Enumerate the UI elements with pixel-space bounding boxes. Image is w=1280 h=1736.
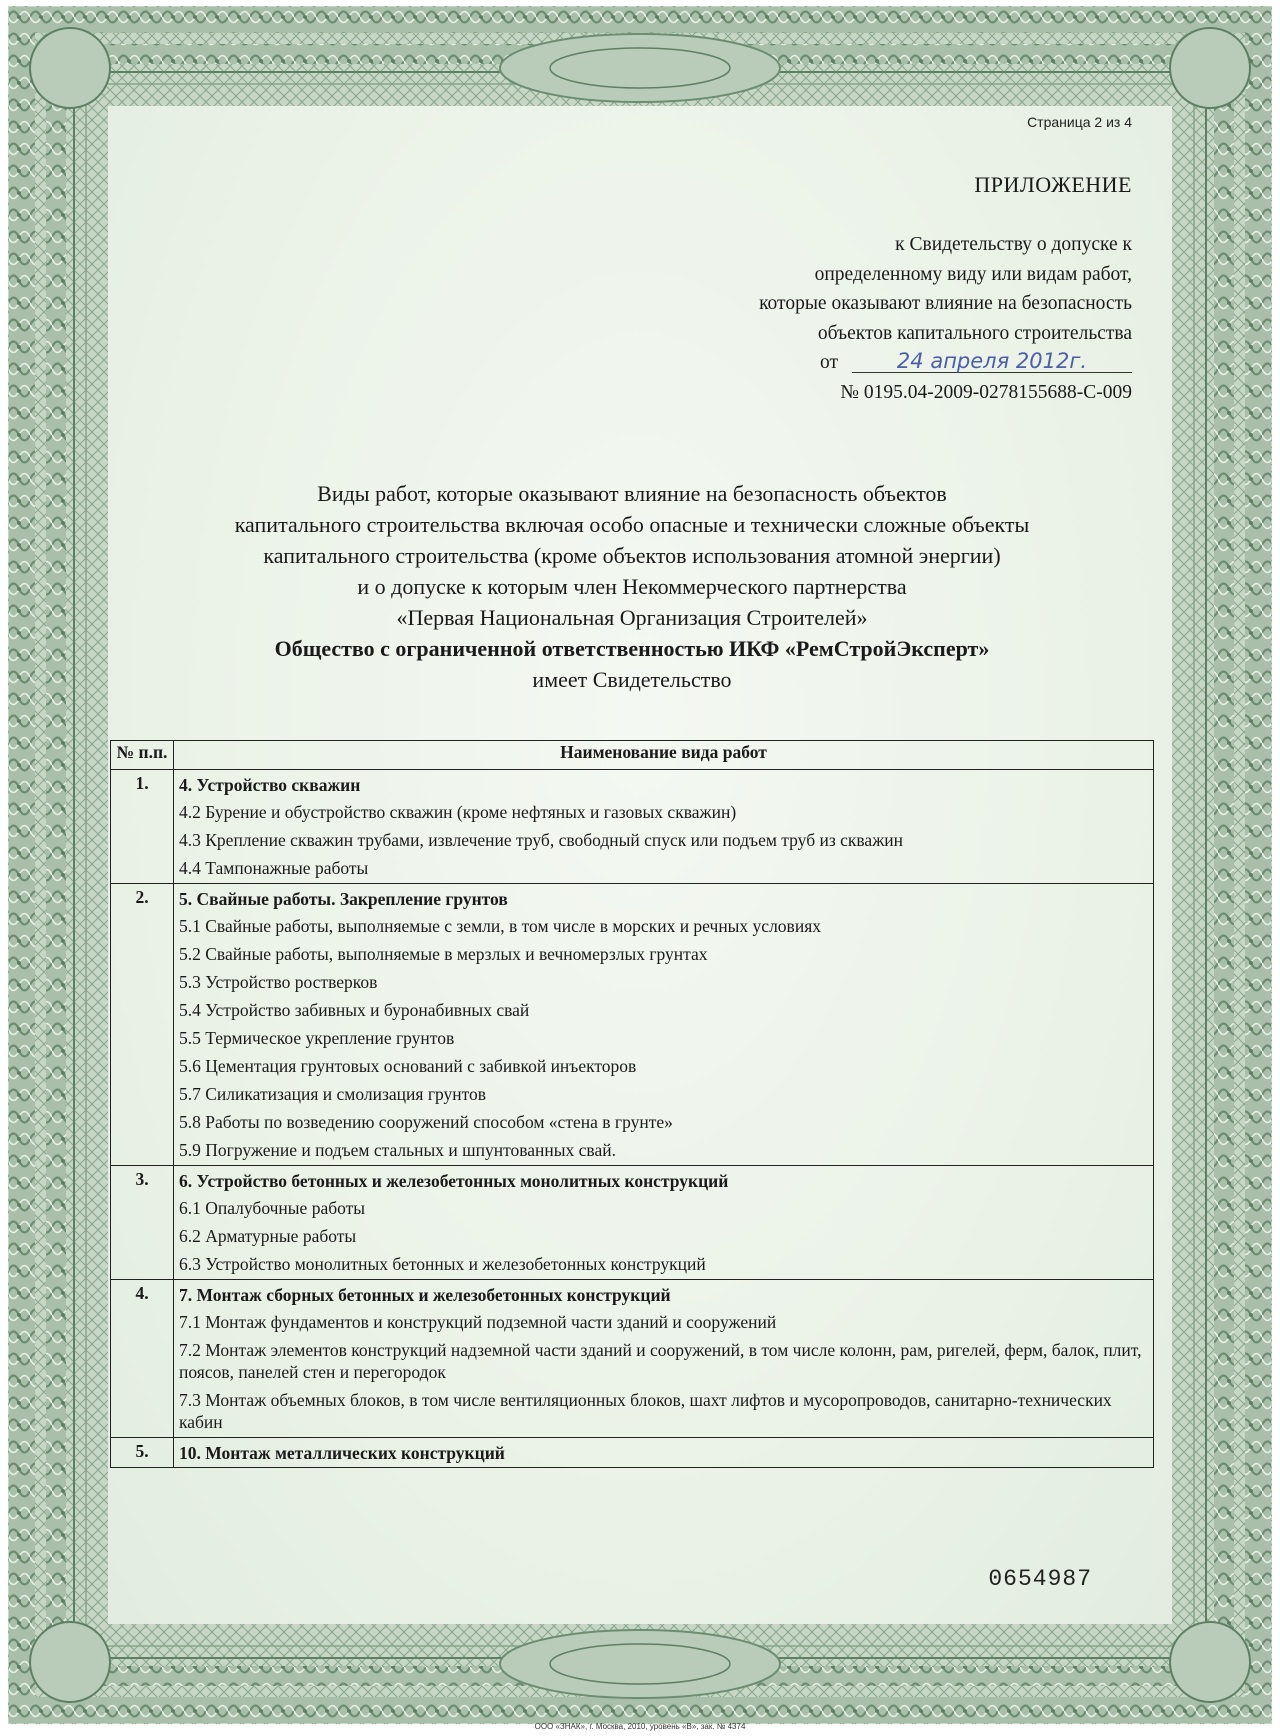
certificate-number: № 0195.04-2009-0278155688-С-009 [840,381,1132,403]
handwritten-date: 24 апреля 2012г. [852,350,1132,373]
reference-line: объектов капитального строительства [817,322,1132,344]
work-type-cell [174,1280,1154,1438]
table-row [111,1166,1154,1280]
work-item: 7.1 Монтаж фундаментов и конструкций подземной части зданий и сооружений [179,1312,777,1332]
work-type-cell [174,884,1154,1166]
document-heading [100,478,1164,695]
work-item: 6.1 Опалубочные работы [179,1198,366,1218]
table-row [111,884,1154,1166]
work-item: 7.2 Монтаж элементов конструкций надземной части зданий и сооружений, в том числе колонн, рам, ригелей, ферм, балок, плит, поясов, панелей стен и перегородок [179,1340,1142,1382]
reference-line: которые оказывают влияние на безопасность [759,293,1132,314]
column-header-name: Наименование вида работ [174,741,1154,770]
heading-line: и о допуске к которым член Некоммерческого партнерства [357,574,907,599]
work-item: 5.7 Силикатизация и смолизация грунтов [179,1084,487,1104]
work-item: 5.1 Свайные работы, выполняемые с земли, в том числе в морских и речных условиях [179,916,821,936]
work-item: 6.3 Устройство монолитных бетонных и железобетонных конструкций [179,1254,706,1274]
row-number: 3. [111,1166,174,1280]
table-row [111,1280,1154,1438]
company-name: Общество с ограниченной ответственностью ИКФ «РемСтройЭксперт» [274,636,990,661]
appendix-title: ПРИЛОЖЕНИЕ [974,172,1132,197]
work-item: 5.3 Устройство ростверков [179,972,378,992]
table-row [111,770,1154,884]
reference-line: определенному виду или видам работ, [814,263,1132,285]
page-number: Страница 2 из 4 [1027,114,1132,130]
reference-line: к Свидетельству о допуске к [895,234,1132,255]
work-item: 4.4 Тампонажные работы [179,858,369,878]
work-type-cell [174,770,1154,884]
heading-line: капитального строительства (кроме объектов использования атомной энергии) [263,543,1001,568]
work-group-title: 7. Монтаж сборных бетонных и железобетонных конструкций [179,1285,671,1305]
works-table [110,740,1154,1468]
work-item: 5.6 Цементация грунтовых оснований с забивкой инъекторов [179,1056,637,1076]
work-group-title: 4. Устройство скважин [179,775,361,795]
heading-line: «Первая Национальная Организация Строителей» [396,605,868,630]
heading-line: Виды работ, которые оказывают влияние на безопасность объектов [317,481,947,506]
work-item: 5.9 Погружение и подъем стальных и шпунтованных свай. [179,1140,616,1160]
work-group-title: 5. Свайные работы. Закрепление грунтов [179,889,508,909]
column-header-number: № п.п. [111,741,174,770]
work-item: 5.4 Устройство забивных и буронабивных свай [179,1000,530,1020]
work-item: 5.8 Работы по возведению сооружений способом «стена в грунте» [179,1112,673,1132]
table-header-row [111,741,1154,770]
row-number: 2. [111,884,174,1166]
printer-imprint: ООО «ЗНАК», г. Москва, 2010, уровень «В», зак. № 4374 [534,1722,746,1731]
heading-line: капитального строительства включая особо опасные и технически сложные объекты [234,512,1030,537]
heading-suffix: имеет Свидетельство [532,667,732,692]
work-group-title: 10. Монтаж металлических конструкций [179,1443,505,1463]
works-table-body [111,770,1154,1468]
work-type-cell [174,1166,1154,1280]
work-group-title: 6. Устройство бетонных и железобетонных монолитных конструкций [179,1171,729,1191]
work-item: 6.2 Арматурные работы [179,1226,357,1246]
date-prefix: от [819,352,838,373]
reference-date-line [612,348,1132,378]
row-number: 5. [111,1438,174,1468]
work-item: 5.2 Свайные работы, выполняемые в мерзлых и вечномерзлых грунтах [179,944,708,964]
work-item: 7.3 Монтаж объемных блоков, в том числе вентиляционных блоков, шахт лифтов и мусоропроводов, санитарно-технических кабин [179,1390,1112,1432]
certificate-reference [612,230,1132,407]
table-row [111,1438,1154,1468]
work-item: 4.2 Бурение и обустройство скважин (кроме нефтяных и газовых скважин) [179,802,737,822]
row-number: 1. [111,770,174,884]
serial-number: 0654987 [988,1566,1092,1592]
work-type-cell [174,1438,1154,1468]
row-number: 4. [111,1280,174,1438]
work-item: 5.5 Термическое укрепление грунтов [179,1028,455,1048]
work-item: 4.3 Крепление скважин трубами, извлечение труб, свободный спуск или подъем труб из скважин [179,830,904,850]
